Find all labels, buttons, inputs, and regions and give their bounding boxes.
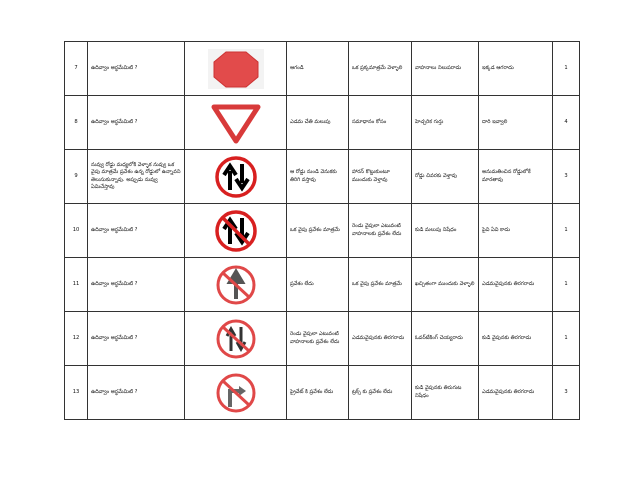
option-3: హెచ్చరిక గుర్తు xyxy=(412,96,479,150)
table-row xyxy=(65,366,580,420)
option-3: ఖచ్చితంగా ముందుకు వెళ్ళాలి xyxy=(412,258,479,312)
sign-image-cell xyxy=(185,96,287,150)
question-number: 9 xyxy=(65,150,88,204)
question-number: 13 xyxy=(65,366,88,420)
option-2: ట్రక్స్ కు ప్రవేశం లేదు xyxy=(349,366,412,420)
sign-image-cell xyxy=(185,42,287,96)
table-row xyxy=(65,312,580,366)
question-text: ఉదివ్వాం అర్థమేమిటి ? xyxy=(88,42,185,96)
option-1: రెండు వైపులా ఎటువంటి వాహనాలకు ప్రవేశం లేదు xyxy=(287,312,349,366)
question-text: ఉదివ్వాం అర్థమేమిటి ? xyxy=(88,258,185,312)
option-4: ఇక్కడ ఆగరాదు xyxy=(479,42,553,96)
option-2: ఎడమవైపునకు తిరగరాదు xyxy=(349,312,412,366)
no-overtaking-sign xyxy=(206,317,266,361)
question-text: ఉదివ్వాం అర్థమేమిటి ? xyxy=(88,96,185,150)
option-1: ప్రవేశం లేదు xyxy=(287,258,349,312)
option-2: రెండు వైపులా ఎటువంటి వాహనాలకు ప్రవేశం లేదు xyxy=(349,204,412,258)
question-text: ఉదివ్వాం అర్థమేమిటి ? xyxy=(88,312,185,366)
option-4: పైవి ఏవి కాదు xyxy=(479,204,553,258)
correct-answer: 3 xyxy=(553,366,580,420)
sign-image-cell xyxy=(185,204,287,258)
correct-answer: 4 xyxy=(553,96,580,150)
option-1: ఎడమ చేతి మలుపు xyxy=(287,96,349,150)
correct-answer: 1 xyxy=(553,258,580,312)
option-2: హారన్ కొట్టుకుంటూ ముందుకు వెళ్తావు xyxy=(349,150,412,204)
no-entry-straight-sign xyxy=(206,263,266,307)
option-4: ఎడమవైపునకు తిరగరాదు xyxy=(479,258,553,312)
quiz-table xyxy=(64,41,580,420)
option-3: రోడ్డు చివరకు వెళ్తావు xyxy=(412,150,479,204)
option-2: సమాధానం కోసం xyxy=(349,96,412,150)
option-4: కుడి వైపునకు తిరగరాదు xyxy=(479,312,553,366)
question-text: నువ్వు రోడ్డు మధ్యలోకి వెళ్ళాక నువ్వు ఒక వైపు మాత్రమే ప్రవేశం ఉన్న రోడ్డులో ఉన్నావని తెలుసుకున్నావు. అప్పుడు నువ్వు ఏమిచేస్తావు xyxy=(88,150,185,204)
option-3: ఓవర్‌టేకింగ్ చెయ్యరాదు xyxy=(412,312,479,366)
give-way-triangle-sign xyxy=(206,101,266,145)
option-1: ప్రైవేట్ కి ప్రవేశం లేదు xyxy=(287,366,349,420)
stop-octagon-sign xyxy=(206,47,266,91)
correct-answer: 1 xyxy=(553,204,580,258)
two-way-traffic-sign xyxy=(206,155,266,199)
table-row xyxy=(65,42,580,96)
option-1: ఆగండి xyxy=(287,42,349,96)
option-2: ఒక ప్రక్కమాత్రమే వెళ్ళాలి xyxy=(349,42,412,96)
question-number: 8 xyxy=(65,96,88,150)
option-2: ఒక వైపు ప్రవేశం మాత్రమే xyxy=(349,258,412,312)
table-row xyxy=(65,150,580,204)
option-4: దారి ఇవ్వాలి xyxy=(479,96,553,150)
table-row xyxy=(65,204,580,258)
sign-image-cell xyxy=(185,150,287,204)
sign-image-cell xyxy=(185,312,287,366)
question-text: ఉదివ్వాం అర్థమేమిటి ? xyxy=(88,366,185,420)
option-4: అనుమతించిన రోడ్డులోకే మారతావు xyxy=(479,150,553,204)
option-3: వాహనాలు నిలుపరాదు xyxy=(412,42,479,96)
option-3: కుడి వైపునకు తిరుగుట నిషేధం xyxy=(412,366,479,420)
no-right-turn-sign xyxy=(206,371,266,415)
question-number: 12 xyxy=(65,312,88,366)
no-two-way-traffic-sign xyxy=(206,209,266,253)
question-number: 10 xyxy=(65,204,88,258)
sign-image-cell xyxy=(185,258,287,312)
table-row xyxy=(65,258,580,312)
option-1: ఆ రోడ్డు నుండి వెనుకకు తిరిగి వస్తావు xyxy=(287,150,349,204)
question-text: ఉదివ్వాం అర్థమేమిటి ? xyxy=(88,204,185,258)
table-row xyxy=(65,96,580,150)
correct-answer: 1 xyxy=(553,312,580,366)
option-1: ఒక వైపు ప్రవేశం మాత్రమే xyxy=(287,204,349,258)
correct-answer: 3 xyxy=(553,150,580,204)
question-number: 11 xyxy=(65,258,88,312)
correct-answer: 1 xyxy=(553,42,580,96)
option-4: ఎడమవైపునకు తిరగరాదు xyxy=(479,366,553,420)
sign-image-cell xyxy=(185,366,287,420)
question-number: 7 xyxy=(65,42,88,96)
option-3: కుడి మలుపు నిషేధం xyxy=(412,204,479,258)
